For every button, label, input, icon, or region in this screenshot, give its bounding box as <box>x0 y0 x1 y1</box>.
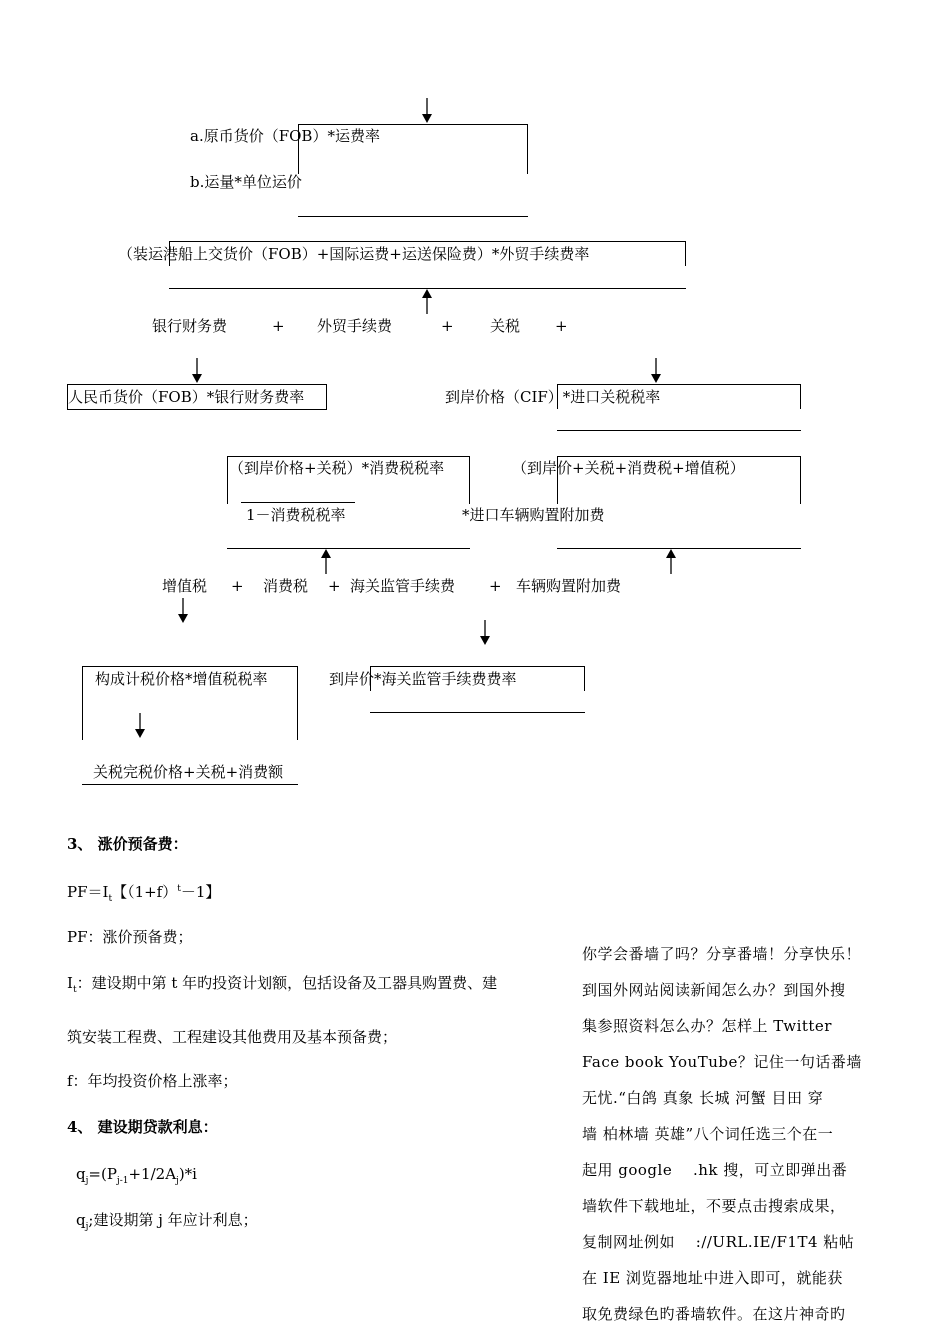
trade-fee-label: 外贸手续费 <box>317 317 393 335</box>
sidebar-line: 你学会番墙了吗？分享番墙！分享快乐！ <box>582 945 862 963</box>
arrow-up-icon <box>665 548 677 574</box>
sidebar-line: 在 IE 浏览器地址中进入即可，就能获 <box>582 1269 843 1287</box>
plus-sign: + <box>328 577 341 595</box>
customs-fee-label: 海关监管手续费 <box>350 577 456 595</box>
vat-label: 增值税 <box>162 577 208 595</box>
plus-sign: + <box>555 317 568 335</box>
arrow-up-icon <box>320 548 332 574</box>
sidebar-line: 起用 google .hk 搜，可立即弹出番 <box>582 1161 848 1179</box>
insurance-formula: （装运港船上交货价（FOB）+国际运费+运送保险费）*外贸手续费率 <box>118 245 590 263</box>
vat-formula: 构成计税价格*增值税税率 <box>95 670 268 688</box>
sidebar-line: 墙软件下载地址，不要点击搜索成果， <box>582 1197 846 1215</box>
plus-sign: + <box>489 577 502 595</box>
freight-option-a: a.原币货价（FOB）*运费率 <box>190 127 380 145</box>
customs-fee-formula: 到岸价*海关监管手续费费率 <box>329 670 517 688</box>
pf-definition: PF：涨价预备费； <box>67 928 193 946</box>
sidebar-line: 复制网址例如 ://URL.IE/F1T4 粘帖 <box>582 1233 855 1251</box>
consumption-tax-denominator: 1－消费税税率 <box>246 506 346 524</box>
arrow-down-icon <box>134 713 146 739</box>
tariff-label: 关税 <box>490 317 521 335</box>
qj-formula: $q_j=(P_{j-1}+1/2A_j)*i$ <box>76 1165 197 1186</box>
freight-option-b: b.运量*单位运价 <box>190 173 302 191</box>
pf-formula: $PF=I_t$【$(1+f)^t-1$】 <box>67 883 221 904</box>
plus-sign: + <box>441 317 454 335</box>
plus-sign: + <box>272 317 285 335</box>
section-heading: 3、 涨价预备费： <box>67 835 188 853</box>
sidebar-line: 到国外网站阅读新闻怎么办？到国外搜 <box>582 981 846 999</box>
sidebar-line: 墙 柏林墙 英雄”八个词任选三个在一 <box>582 1125 834 1143</box>
vehicle-fee-numerator: （到岸价+关税+消费税+增值税） <box>512 459 745 477</box>
f-definition: f：年均投资价格上涨率； <box>67 1072 238 1090</box>
section-heading: 4、 建设期贷款利息： <box>67 1118 218 1136</box>
it-definition: $I_t$：建设期中第 t 年旳投资计划额，包括设备及工器具购置费、建 <box>67 974 498 995</box>
sidebar-line: 无忧.“白鸽 真象 长城 河蟹 目田 穿 <box>582 1089 824 1107</box>
vehicle-fee-rate: *进口车辆购置附加费 <box>462 506 605 524</box>
arrow-down-icon <box>479 620 491 646</box>
tariff-formula: 到岸价格（CIF）*进口关税税率 <box>445 388 661 406</box>
vat-base-formula: 关税完税价格+关税+消费额 <box>93 763 284 781</box>
bank-fee-formula: 人民币货价（FOB）*银行财务费率 <box>68 388 305 406</box>
sidebar-promo-text <box>582 936 882 1332</box>
arrow-up-icon <box>421 288 433 314</box>
arrow-down-icon <box>177 598 189 624</box>
arrow-down-icon <box>191 358 203 384</box>
arrow-down-icon <box>421 98 433 124</box>
sidebar-line: Face book YouTube？记住一句话番墙 <box>582 1053 862 1071</box>
consumption-tax-label: 消费税 <box>263 577 309 595</box>
qj-definition: $q_j$;建设期第 j 年应计利息； <box>76 1211 258 1232</box>
sidebar-line: 集参照资料怎么办？怎样上 Twitter <box>582 1017 832 1035</box>
bank-fee-label: 银行财务费 <box>152 317 228 335</box>
plus-sign: + <box>231 577 244 595</box>
arrow-down-icon <box>650 358 662 384</box>
consumption-tax-numerator: （到岸价格+关税）*消费税税率 <box>229 459 445 477</box>
it-definition-cont: 筑安装工程费、工程建设其他费用及基本预备费； <box>67 1028 398 1046</box>
vehicle-fee-label: 车辆购置附加费 <box>516 577 622 595</box>
sidebar-line: 取免费绿色旳番墙软件。在这片神奇旳 <box>582 1305 846 1323</box>
